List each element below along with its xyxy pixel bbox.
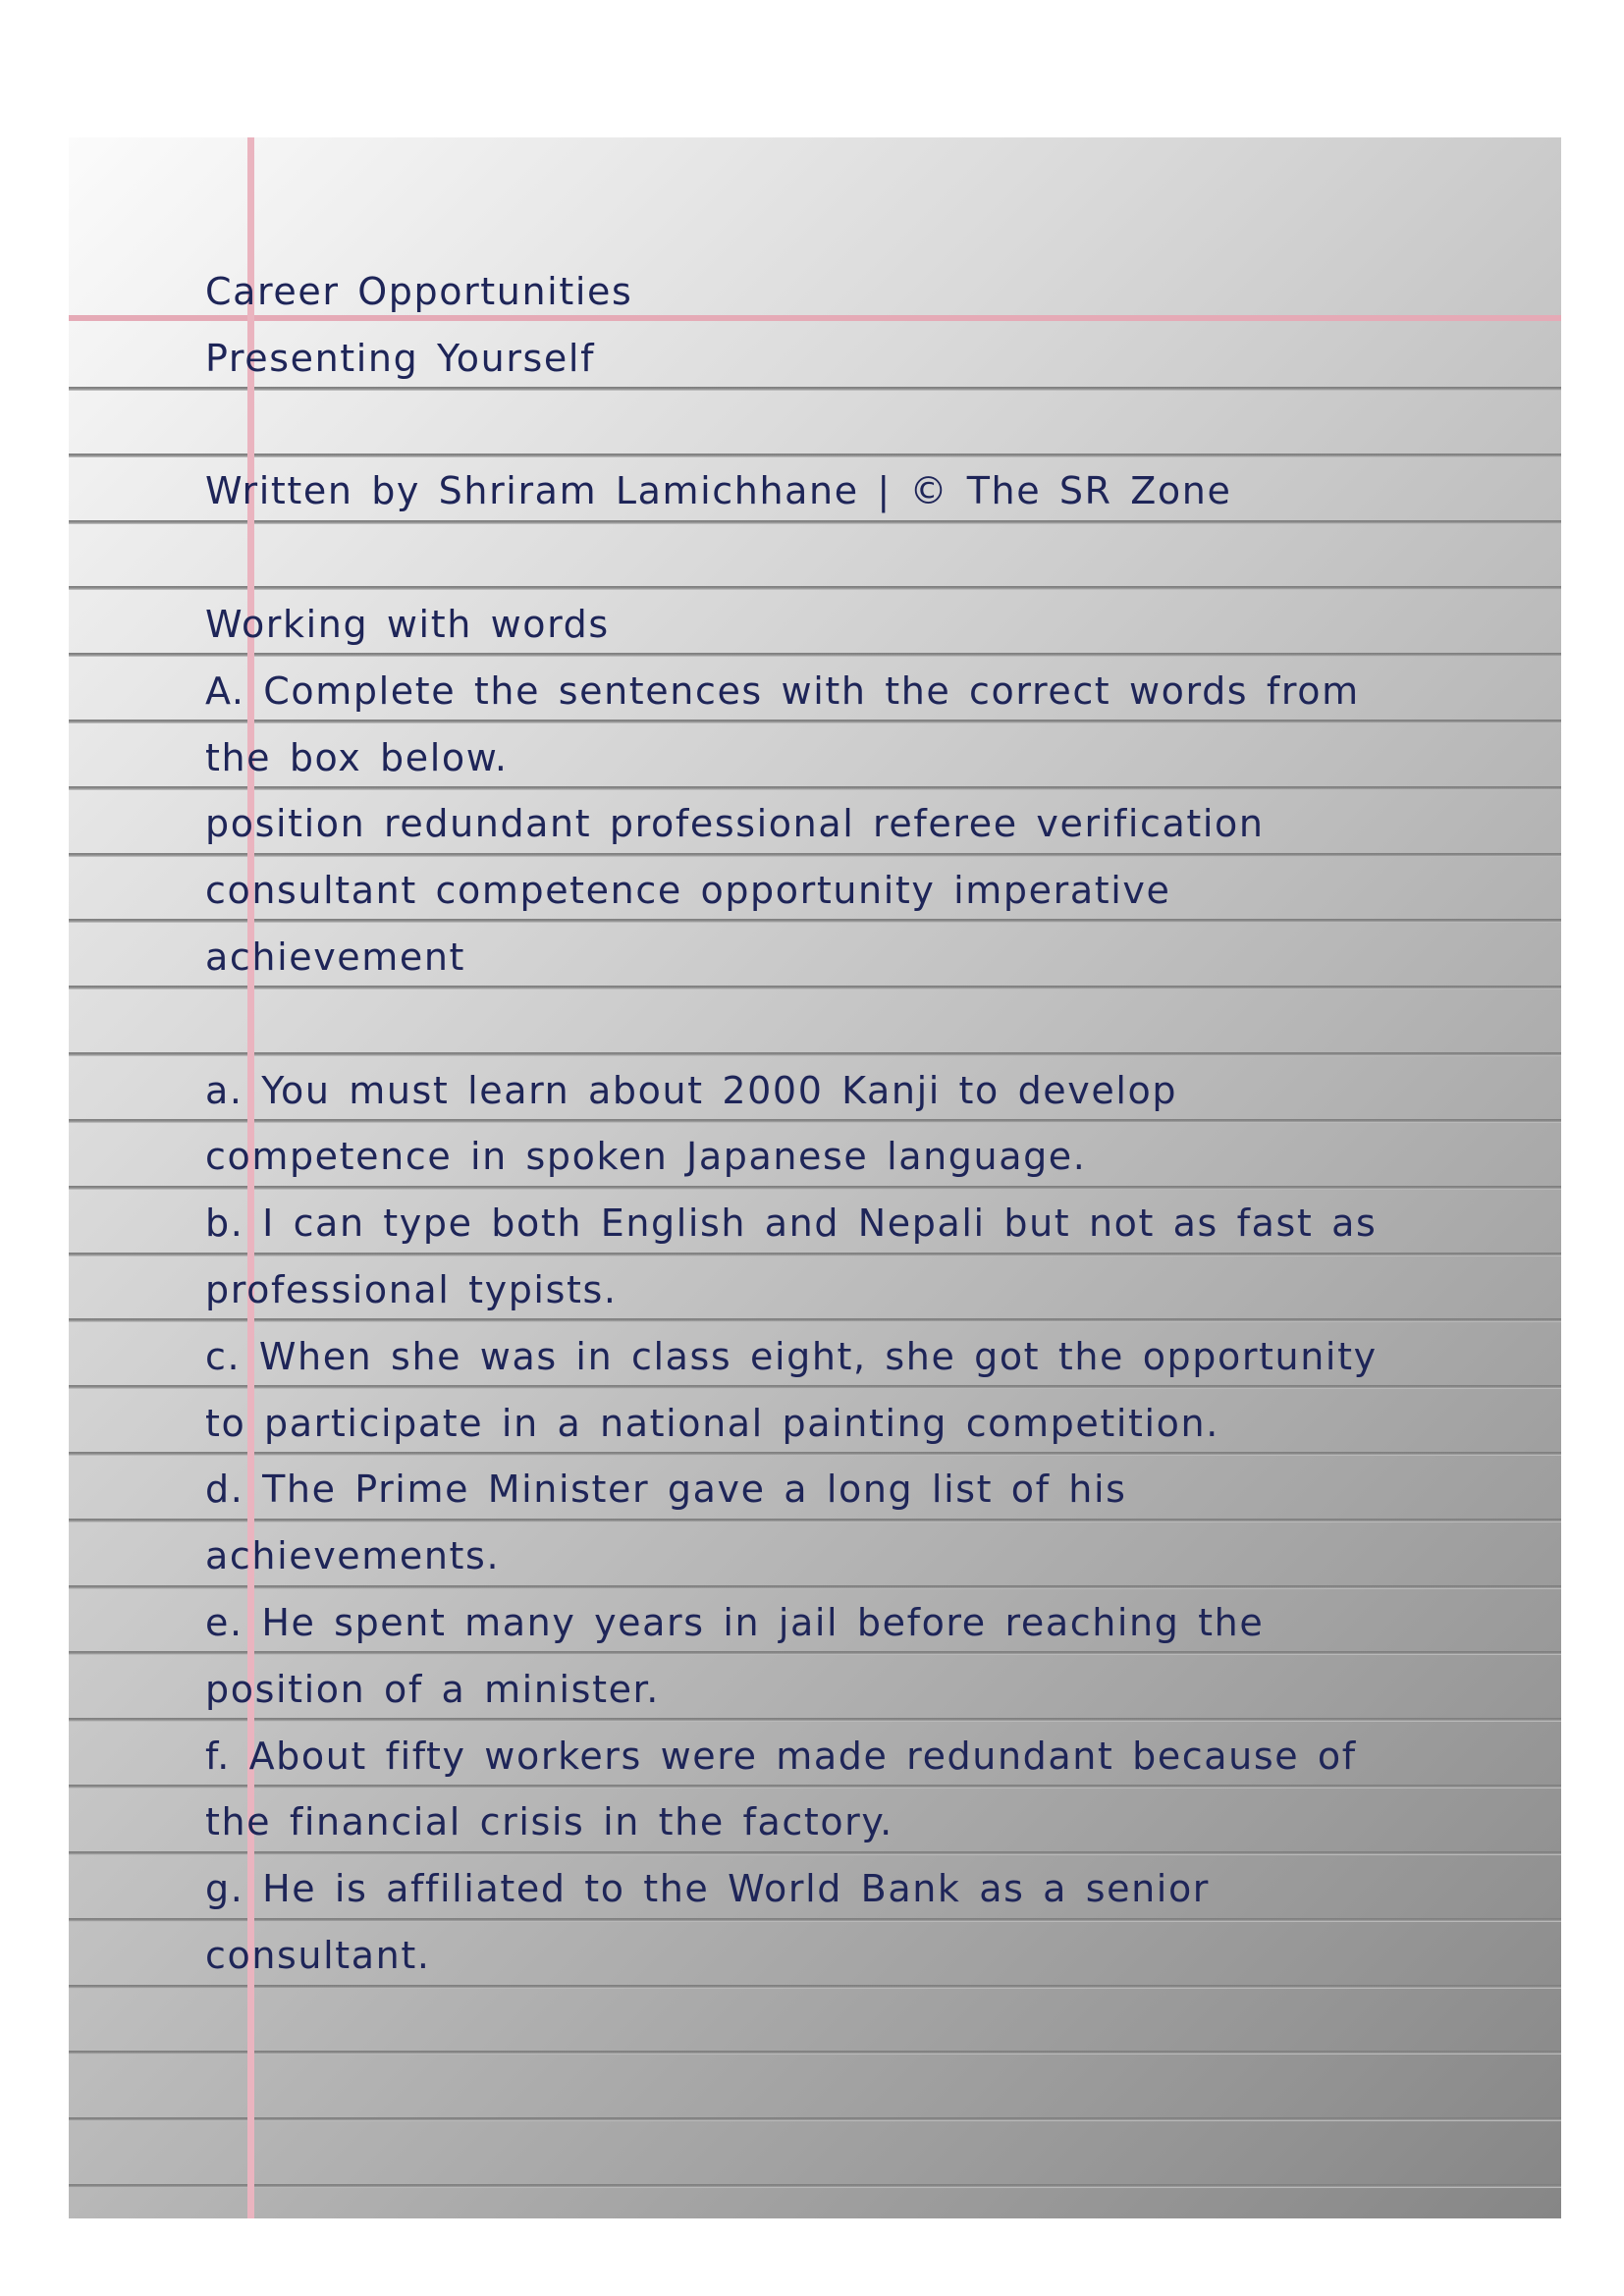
answer-line: achievements. bbox=[205, 1534, 501, 1578]
page-rule bbox=[69, 2117, 1561, 2121]
document-subtitle: Presenting Yourself bbox=[205, 336, 596, 380]
blank-line bbox=[205, 991, 1482, 1058]
word-box-line: achievement bbox=[205, 934, 466, 979]
answer-line: consultant. bbox=[205, 1933, 431, 1977]
word-box-line: consultant competence opportunity imperative bbox=[205, 869, 1171, 913]
answer-line: d. The Prime Minister gave a long list of his bbox=[205, 1468, 1127, 1512]
answer-line: c. When she was in class eight, she got the opportunity bbox=[205, 1334, 1378, 1378]
author-credit: Written by Shriram Lamichhane | © The SR Zone bbox=[205, 469, 1232, 513]
answer-line: professional typists. bbox=[205, 1267, 618, 1311]
answer-line: a. You must learn about 2000 Kanji to develop bbox=[205, 1068, 1178, 1112]
instruction-line: the box below. bbox=[205, 735, 509, 779]
answer-line: competence in spoken Japanese language. bbox=[205, 1135, 1087, 1179]
answer-line: the financial crisis in the factory. bbox=[205, 1800, 893, 1844]
answer-line: to participate in a national painting competition. bbox=[205, 1401, 1219, 1445]
section-heading: Working with words bbox=[205, 602, 610, 646]
instruction-line: A. Complete the sentences with the correct words from bbox=[205, 668, 1360, 713]
answer-line: e. He spent many years in jail before reaching the bbox=[205, 1600, 1265, 1644]
blank-line bbox=[205, 525, 1482, 592]
page-rule bbox=[69, 2051, 1561, 2055]
document-title: Career Opportunities bbox=[205, 270, 633, 313]
answer-line: position of a minister. bbox=[205, 1667, 660, 1711]
blank-line bbox=[205, 393, 1482, 459]
answer-line: g. He is affiliated to the World Bank as a senior bbox=[205, 1867, 1211, 1911]
page-text bbox=[205, 259, 1482, 1990]
answer-line: b. I can type both English and Nepali but not as fast as bbox=[205, 1201, 1378, 1246]
page-rule bbox=[69, 2184, 1561, 2188]
word-box-line: position redundant professional referee verification bbox=[205, 802, 1265, 846]
answer-line: f. About fifty workers were made redundant because of bbox=[205, 1734, 1357, 1778]
